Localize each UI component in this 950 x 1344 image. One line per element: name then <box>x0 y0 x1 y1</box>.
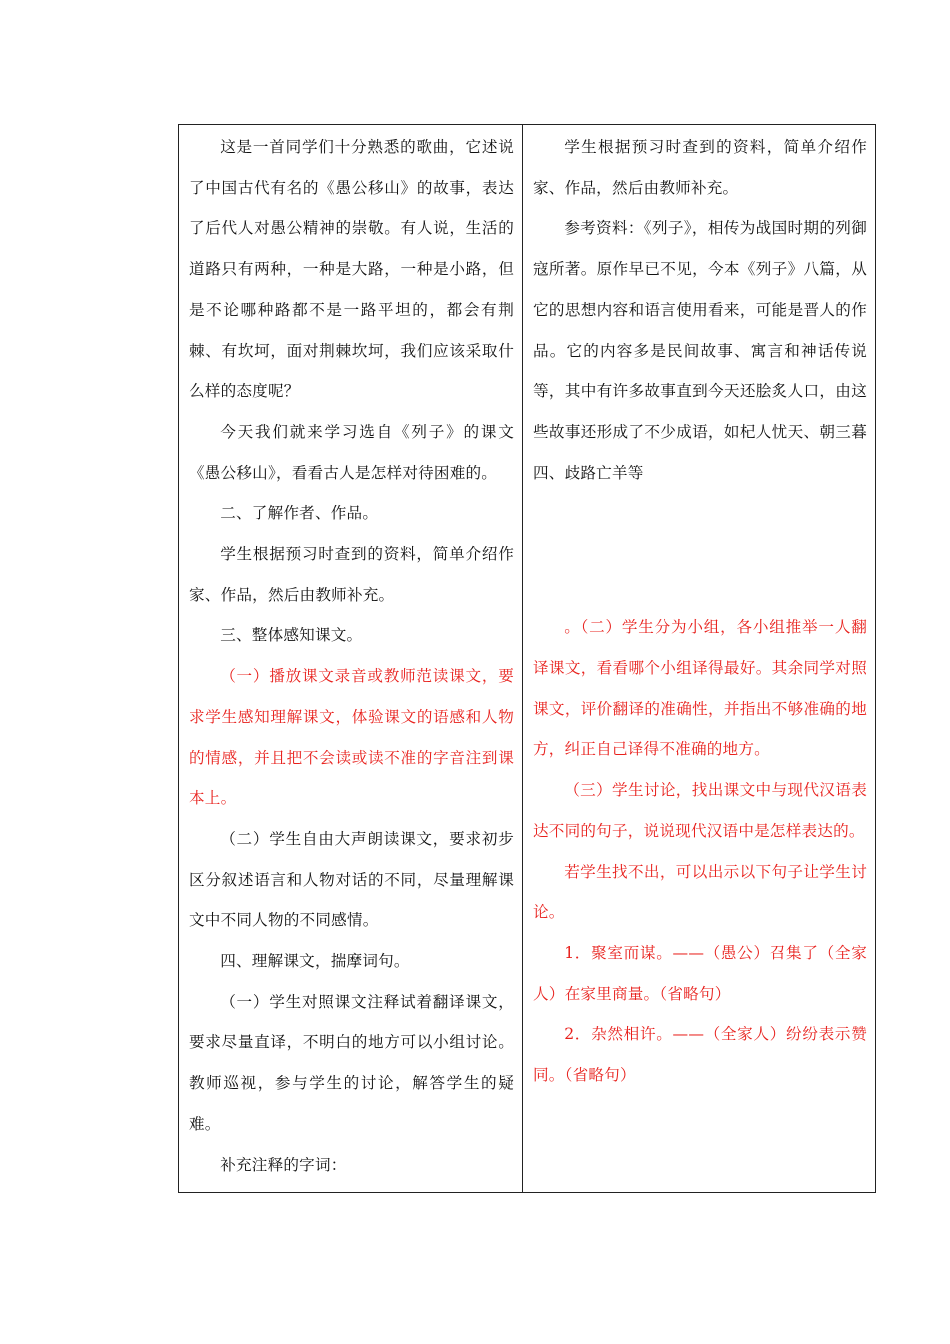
example-sentence: 1．聚室而谋。——（愚公）召集了（全家人）在家里商量。（省略句） <box>533 943 867 1003</box>
paragraph: 学生根据预习时查到的资料，简单介绍作家、作品，然后由教师补充。 <box>533 138 867 197</box>
example-sentence: 2．杂然相许。——（全家人）纷纷表示赞同。（省略句） <box>533 1025 867 1085</box>
paragraph: 若学生找不出，可以出示以下句子让学生讨论。 <box>533 862 867 922</box>
blank-space <box>533 493 867 607</box>
section-heading: 四、理解课文，揣摩词句。 <box>220 952 410 971</box>
paragraph: （二）学生自由大声朗读课文，要求初步区分叙述语言和人物对话的不同，尽量理解课文中不同人物的不同感情。 <box>189 829 514 930</box>
paragraph: （一）学生对照课文注释试着翻译课文，要求尽量直译，不明白的地方可以小组讨论。教师巡视，参与学生的讨论，解答学生的疑难。 <box>189 992 514 1133</box>
reference-paragraph: 参考资料：《列子》，相传为战国时期的列御寇所著。原作早已不见，今本《列子》八篇，从它的思想内容和语言使用看来，可能是晋人的作品。它的内容多是民间故事、寓言和神话传说等，其中有许多故事直到今天还脍炙人口，由这些故事还形成了不少成语，如杞人忧天、朝三暮四、歧路亡羊等 <box>533 219 867 482</box>
paragraph: （三）学生讨论，找出课文中与现代汉语表达不同的句子，说说现代汉语中是怎样表达的。 <box>533 781 867 840</box>
section-heading: 二、了解作者、作品。 <box>220 504 379 523</box>
section-heading: 三、整体感知课文。 <box>220 626 363 645</box>
paragraph: 学生根据预习时查到的资料，简单介绍作家、作品，然后由教师补充。 <box>189 545 514 604</box>
paragraph: （一）播放课文录音或教师范读课文，要求学生感知理解课文，体验课文的语感和人物的情感，并且把不会读或读不准的字音注到课本上。 <box>189 667 514 808</box>
right-column <box>523 125 875 1192</box>
paragraph: 今天我们就来学习选自《列子》的课文《愚公移山》，看看古人是怎样对待困难的。 <box>189 422 514 482</box>
lesson-table <box>178 124 876 1193</box>
paragraph: 补充注释的字词： <box>220 1155 347 1174</box>
paragraph: 。（二）学生分为小组，各小组推举一人翻译课文，看看哪个小组译得最好。其余同学对照课文，评价翻译的准确性，并指出不够准确的地方，纠正自己译得不准确的地方。 <box>533 618 867 759</box>
paragraph: 这是一首同学们十分熟悉的歌曲，它述说了中国古代有名的《愚公移山》的故事，表达了后代人对愚公精神的崇敬。有人说，生活的道路只有两种，一种是大路，一种是小路，但是不论哪种路都不是一路平坦的，都会有荆棘、有坎坷，面对荆棘坎坷，我们应该采取什么样的态度呢？ <box>189 138 514 401</box>
left-column <box>179 125 523 1192</box>
